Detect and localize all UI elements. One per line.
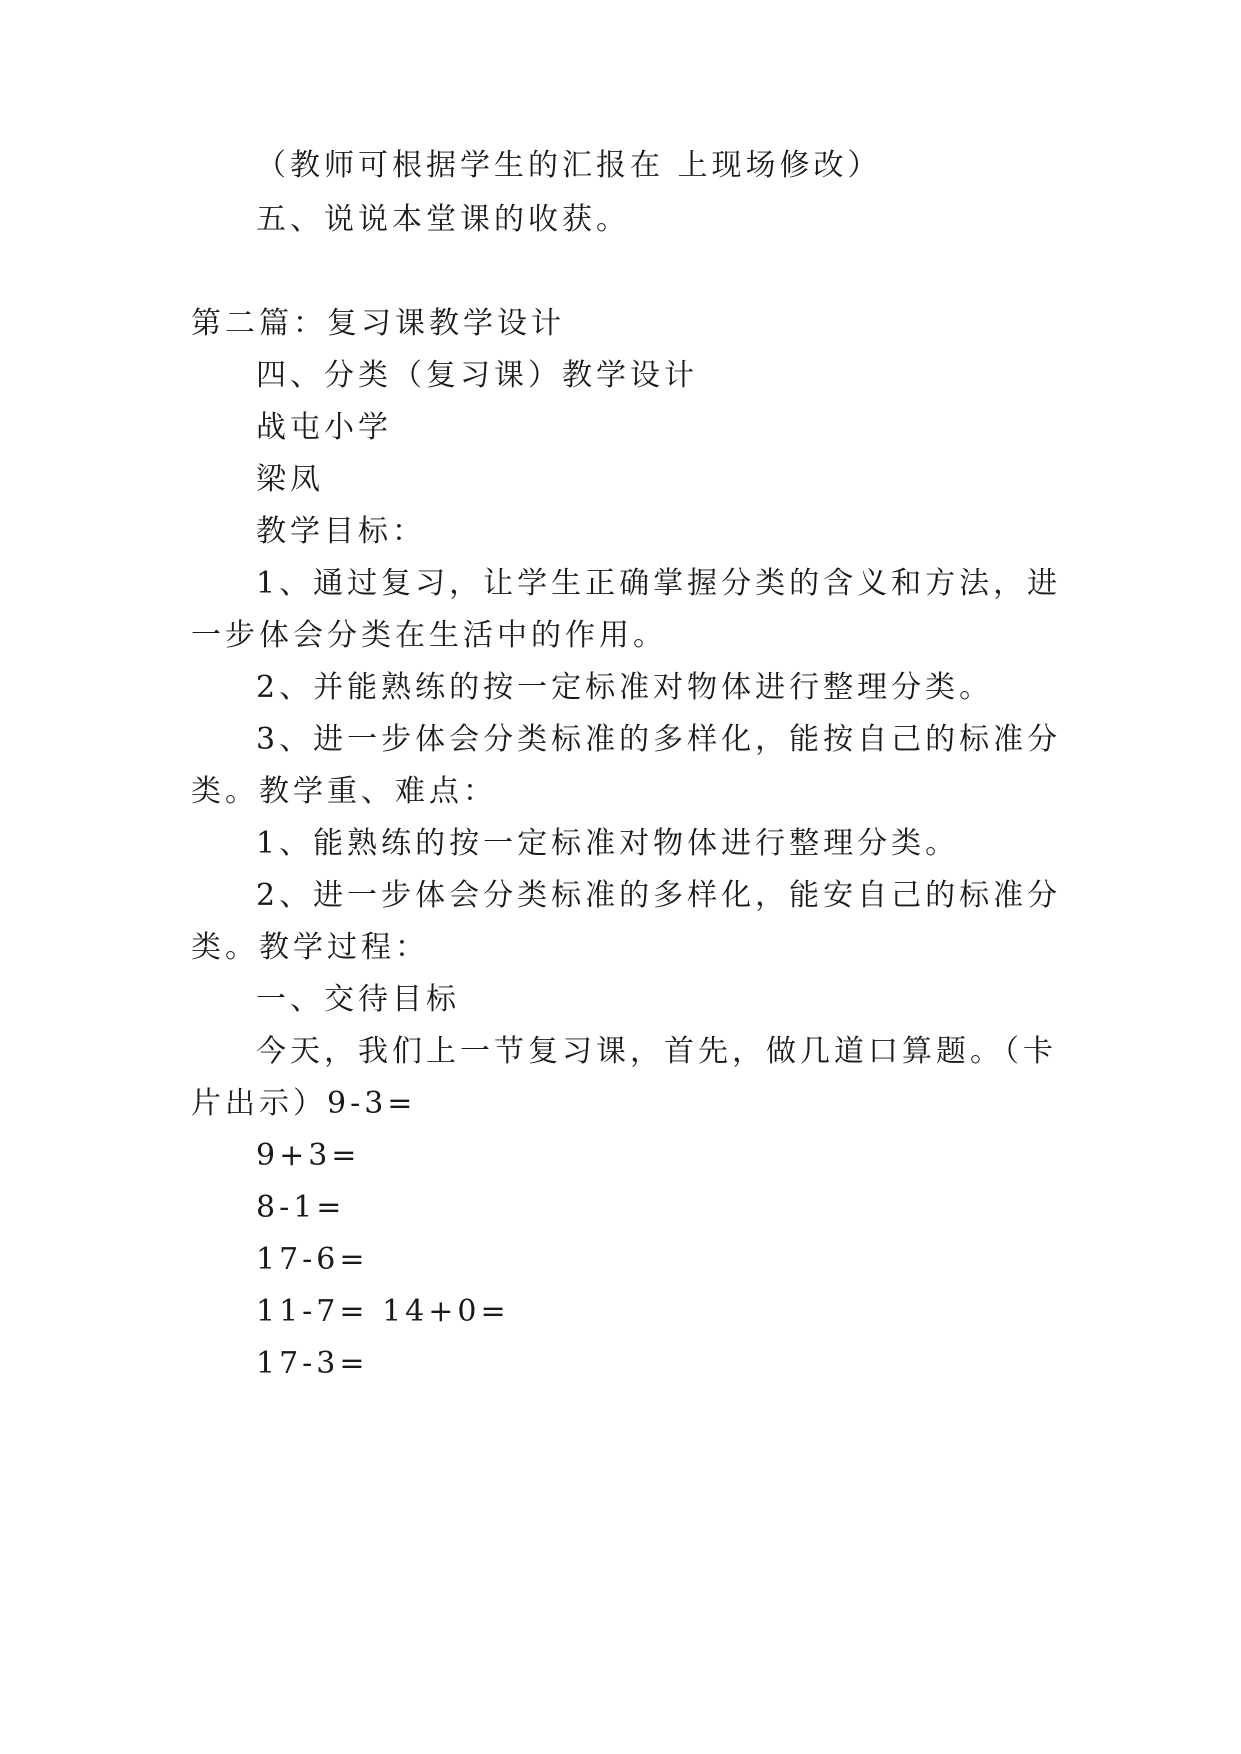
text-line: 1、通过复习，让学生正确掌握分类的含义和方法，进 — [256, 566, 1062, 601]
math-problem: 11-7= 14+0= — [256, 1294, 510, 1329]
subheading: 一、交待目标 — [256, 982, 460, 1017]
text-line: 类。教学过程： — [191, 930, 429, 965]
section-heading: 第二篇：复习课教学设计 — [191, 306, 565, 341]
math-problem: 17-3= — [256, 1346, 369, 1381]
author-name: 梁凤 — [256, 462, 324, 497]
text-line: 一步体会分类在生活中的作用。 — [191, 618, 667, 653]
text-line: 片出示）9-3= — [191, 1086, 417, 1121]
text-line: 2、进一步体会分类标准的多样化，能安自己的标准分 — [256, 878, 1062, 913]
subheading: 教学目标： — [256, 514, 426, 549]
text-line: （教师可根据学生的汇报在 上现场修改） — [256, 148, 882, 183]
text-line: 今天，我们上一节复习课，首先，做几道口算题。（卡 — [256, 1034, 1057, 1069]
text-line: 2、并能熟练的按一定标准对物体进行整理分类。 — [256, 670, 994, 705]
text-line: 1、能熟练的按一定标准对物体进行整理分类。 — [256, 826, 960, 861]
text-line: 类。教学重、难点： — [191, 774, 497, 809]
text-line: 五、说说本堂课的收获。 — [256, 202, 630, 237]
lesson-title: 四、分类（复习课）教学设计 — [256, 358, 698, 393]
text-line: 3、进一步体会分类标准的多样化，能按自己的标准分 — [256, 722, 1062, 757]
math-problem: 8-1= — [256, 1190, 346, 1225]
school-name: 战屯小学 — [256, 410, 392, 445]
math-problem: 9+3= — [256, 1138, 361, 1173]
math-problem: 17-6= — [256, 1242, 369, 1277]
